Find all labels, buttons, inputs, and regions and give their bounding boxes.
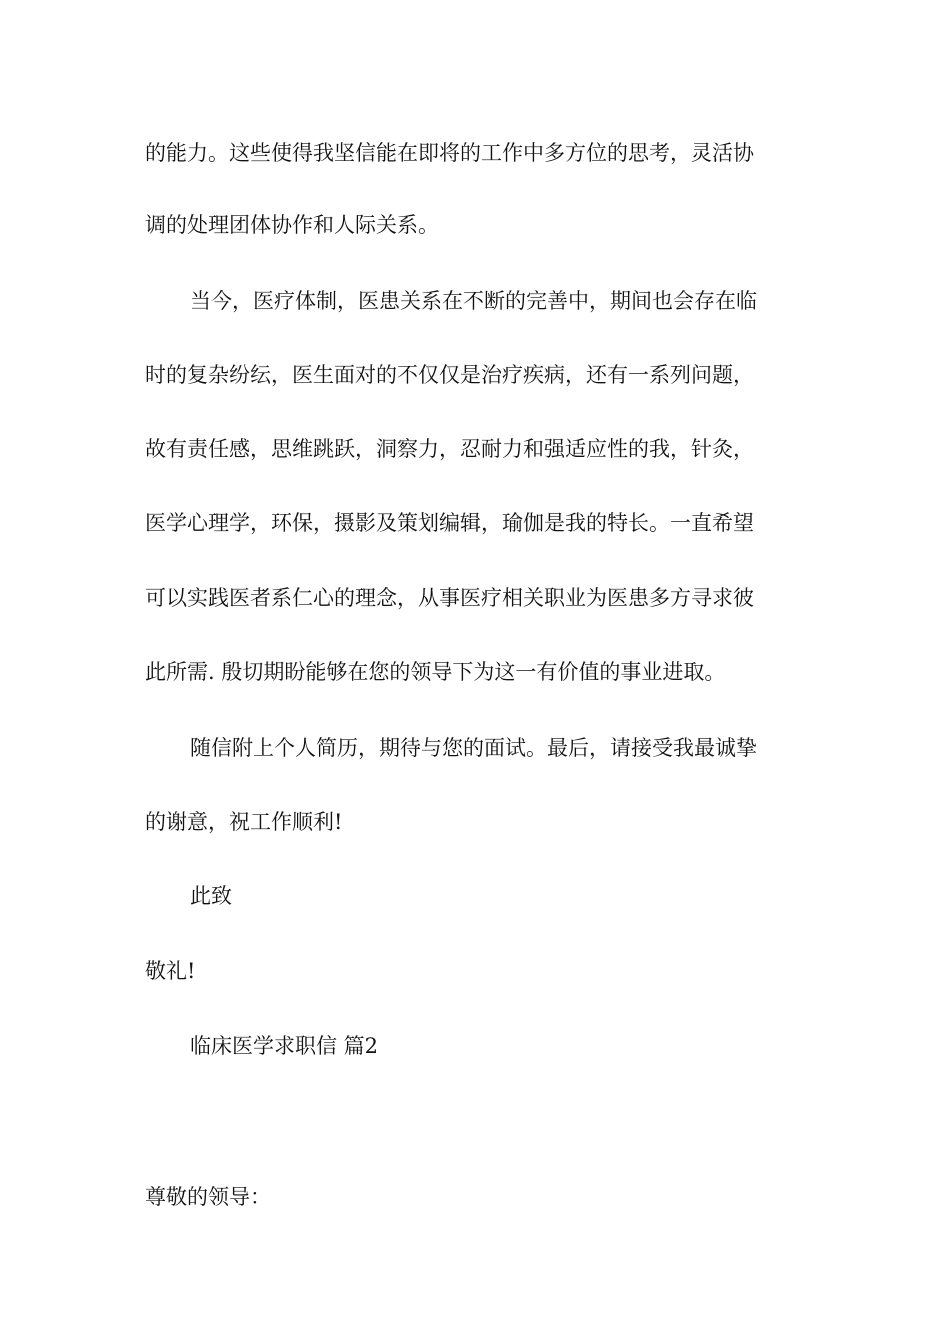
paragraph-line: 调的处理团体协作和人际关系。 <box>145 213 439 237</box>
paragraph-line: 随信附上个人简历，期待与您的面试。最后，请接受我最诚挚 <box>190 736 757 760</box>
paragraph-line: 当今，医疗体制，医患关系在不断的完善中，期间也会存在临 <box>190 289 757 313</box>
paragraph-line: 可以实践医者系仁心的理念，从事医疗相关职业为医患多方寻求彼 <box>145 586 754 610</box>
paragraph-line: 故有责任感，思维跳跃，洞察力，忍耐力和强适应性的我，针灸， <box>145 437 754 461</box>
salutation-closing: 敬礼! <box>145 959 196 983</box>
closing-line: 此致 <box>190 884 232 908</box>
paragraph-line: 医学心理学，环保，摄影及策划编辑，瑜伽是我的特长。一直希望 <box>145 511 754 535</box>
paragraph-line: 此所需. 殷切期盼能够在您的领导下为这一有价值的事业进取。 <box>145 660 726 684</box>
paragraph-line: 时的复杂纷纭，医生面对的不仅仅是治疗疾病，还有一系列问题， <box>145 363 754 387</box>
paragraph-line: 的能力。这些使得我坚信能在即将的工作中多方位的思考，灵活协 <box>145 141 754 165</box>
salutation: 尊敬的领导： <box>145 1185 271 1209</box>
section-heading: 临床医学求职信 篇2 <box>190 1034 379 1058</box>
paragraph-line: 的谢意，祝工作顺利! <box>145 810 343 834</box>
